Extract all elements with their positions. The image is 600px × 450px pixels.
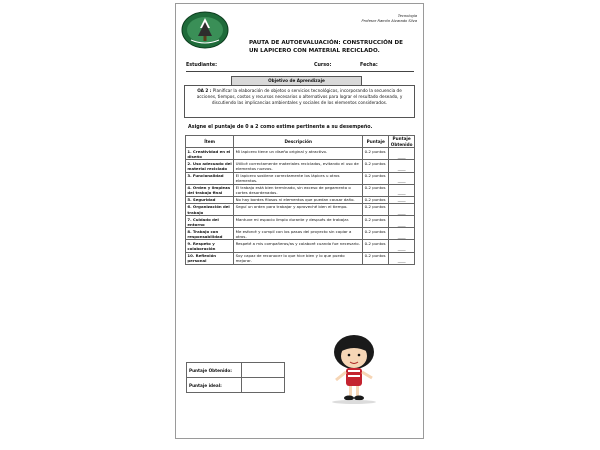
fields-underline — [186, 71, 414, 72]
row-desc: Mantuve mi espacio limpio durante y después de trabajar. — [234, 216, 363, 228]
table-row — [186, 196, 415, 203]
instruction-text: Asigne el puntaje de 0 a 2 como estime pertinente a su desempeño. — [188, 125, 373, 130]
table-row — [186, 148, 415, 160]
row-item: 6. Organización del trabajo — [186, 203, 234, 215]
row-obtained-blank[interactable]: ____ — [389, 240, 415, 252]
header-score: Puntaje — [363, 136, 389, 148]
row-points: 0-2 puntos — [363, 228, 389, 240]
row-obtained-blank[interactable]: ____ — [389, 148, 415, 160]
row-points: 0-2 puntos — [363, 252, 389, 264]
row-obtained-blank[interactable]: ____ — [389, 196, 415, 203]
row-item: 8. Trabajo con responsabilidad — [186, 228, 234, 240]
row-item: 5. Seguridad — [186, 196, 234, 203]
objective-heading: Objetivo de Aprendizaje — [231, 76, 362, 86]
objective-box — [184, 85, 415, 118]
row-item: 9. Respeto y colaboración — [186, 240, 234, 252]
table-row — [186, 252, 415, 264]
score-ideal-field[interactable] — [242, 378, 285, 393]
table-row — [186, 203, 415, 215]
subject-label: Tecnología — [397, 14, 417, 18]
row-desc: Utilicé correctamente materiales reciclados, evitando el uso de elementos nuevos. — [234, 160, 363, 172]
school-logo — [181, 10, 229, 50]
score-ideal-row — [187, 378, 285, 393]
row-points: 0-2 puntos — [363, 216, 389, 228]
score-obtained-label: Puntaje Obtenido: — [187, 363, 242, 378]
header-item: Ítem — [186, 136, 234, 148]
row-obtained-blank[interactable]: ____ — [389, 252, 415, 264]
row-desc: El lapicero sostiene correctamente los lápices u otros elementos. — [234, 172, 363, 184]
student-label: Estudiante: — [186, 63, 218, 68]
row-points: 0-2 puntos — [363, 203, 389, 215]
row-item: 3. Funcionalidad — [186, 172, 234, 184]
row-desc: Mi lapicero tiene un diseño original y atractivo. — [234, 148, 363, 160]
table-row — [186, 228, 415, 240]
row-points: 0-2 puntos — [363, 184, 389, 196]
table-row — [186, 184, 415, 196]
header-info — [361, 14, 417, 24]
row-desc: Soy capaz de reconocer lo que hice bien y lo que puedo mejorar. — [234, 252, 363, 264]
row-item: 7. Cuidado del entorno — [186, 216, 234, 228]
row-item: 10. Reflexión personal — [186, 252, 234, 264]
row-desc: No hay bordes filosos ni elementos que puedan causar daño. — [234, 196, 363, 203]
row-obtained-blank[interactable]: ____ — [389, 203, 415, 215]
table-row — [186, 160, 415, 172]
page-title: PAUTA DE AUTOEVALUACIÓN: CONSTRUCCIÓN DE UN LAPICERO CON MATERIAL RECICLADO. — [249, 40, 403, 54]
score-summary — [186, 362, 285, 393]
mafalda-illustration — [322, 332, 386, 404]
header-obtained: Puntaje Obtenido — [389, 136, 415, 148]
row-obtained-blank[interactable]: ____ — [389, 184, 415, 196]
teacher-label: Profesor Ramón Alvarado Silva — [361, 19, 417, 23]
score-obtained-row — [187, 363, 285, 378]
row-obtained-blank[interactable]: ____ — [389, 172, 415, 184]
row-desc: Seguí un orden para trabajar y aproveché bien el tiempo. — [234, 203, 363, 215]
date-label: Fecha: — [360, 63, 378, 68]
row-points: 0-2 puntos — [363, 172, 389, 184]
score-ideal-label: Puntaje ideal: — [187, 378, 242, 393]
row-desc: Respeté a mis compañeros/as y colaboré cuando fue necesario. — [234, 240, 363, 252]
rubric-table — [185, 135, 415, 265]
row-desc: Me esforcé y cumplí con los pasos del proyecto sin copiar a otros. — [234, 228, 363, 240]
document-page — [175, 3, 424, 439]
course-label: Curso: — [314, 63, 332, 68]
table-header-row — [186, 136, 415, 148]
row-item: 1. Creatividad en el diseño — [186, 148, 234, 160]
row-points: 0-2 puntos — [363, 240, 389, 252]
table-row — [186, 240, 415, 252]
row-obtained-blank[interactable]: ____ — [389, 216, 415, 228]
row-item: 2. Uso adecuado del material reciclado — [187, 160, 232, 171]
row-points: 0-2 puntos — [363, 160, 389, 172]
row-points: 0-2 puntos — [363, 196, 389, 203]
table-row — [186, 216, 415, 228]
row-points: 0-2 puntos — [363, 148, 389, 160]
score-obtained-field[interactable] — [242, 363, 285, 378]
row-desc: El trabajo está bien terminado, sin exceso de pegamento o cortes desordenados. — [234, 184, 363, 196]
row-item: 4. Orden y limpieza del trabajo final — [186, 184, 234, 196]
row-obtained-blank[interactable]: ____ — [389, 160, 415, 172]
table-row — [186, 172, 415, 184]
objective-text: Planificar la elaboración de objetos o servicios tecnológicos, incorporando la secuencia de acciones, tiempos, costos y recursos necesarios o alternativos para lograr el resultado deseado, y discutiendo las implicancias ambientales y sociales de los elementos considerados. — [196, 88, 403, 105]
row-obtained-blank[interactable]: ____ — [389, 228, 415, 240]
header-description: Descripción — [234, 136, 363, 148]
objective-code: OA 2 : — [197, 88, 212, 93]
